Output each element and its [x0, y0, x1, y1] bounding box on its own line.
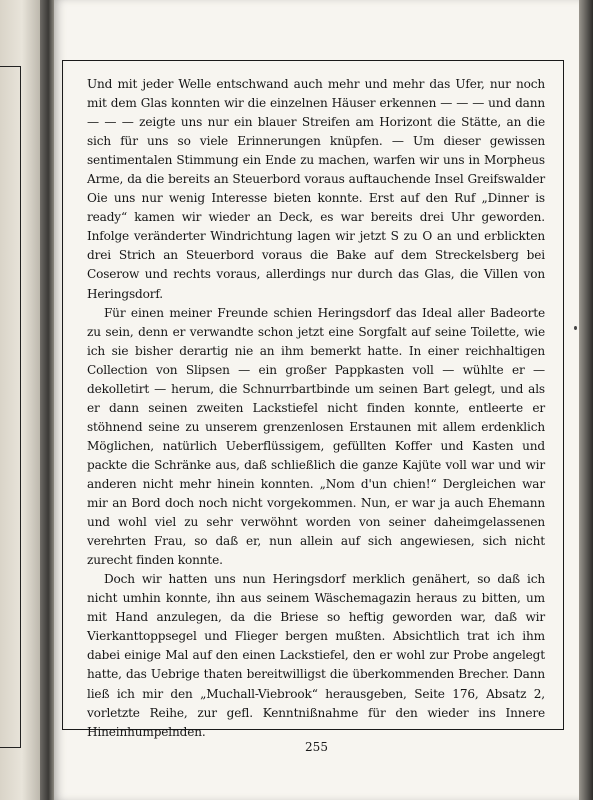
body-text — [87, 75, 545, 742]
text-frame-border — [62, 60, 564, 739]
left-page-edge — [0, 0, 40, 800]
paragraph-3: Doch wir hatten uns nun Heringsdorf merklich genähert, so daß ich nicht umhin konnte, ihn aus seinem Wäschemagazin heraus zu bitten, um mit Hand anzulegen, da die Briese so heftig geworden war, daß wir Vierkanttoppsegel und Flieger bergen mußten. Absichtlich trat ich ihm dabei einige Mal auf den einen Lackstiefel, den er wohl zur Probe angelegt hatte, das Uebrige thaten bereitwilligst die überkommenden Brecher. Dann ließ ich mir den „Muchall-Viebrook“ herausgeben, Seite 176, Absatz 2, vorletzte Reihe, zur gefl. Kenntnißnahme für den wieder ins Innere Hineinhumpelnden. — [87, 572, 545, 739]
paragraph-1: Und mit jeder Welle entschwand auch mehr und mehr das Ufer, nur noch mit dem Glas konnten wir die einzelnen Häuser erkennen — — — und dann — — — zeigte uns nur ein blauer Streifen am Horizont die Stätte, an die sich für uns so viele Erinnerungen knüpfen. — Um dieser gewissen sentimentalen Stimmung ein Ende zu machen, warfen wir uns in Morpheus Arme, da die bereits an Steuerbord voraus auftauchende Insel Greifswalder Oie uns nur wenig Interesse bieten konnte. Erst auf den Ruf „Dinner is ready“ kamen wir wieder an Deck, es war bereits drei Uhr geworden. Infolge veränderter Windrichtung lagen wir jetzt S zu O an und erblickten drei Strich an Steuerbord voraus die Bake auf dem Streckelsberg bei Coserow und rechts voraus, allerdings nur durch das Glas, die Villen von Heringsdorf. — [87, 77, 545, 301]
scan-speck — [574, 326, 577, 330]
book-page — [54, 0, 579, 800]
paragraph-2: Für einen meiner Freunde schien Heringsdorf das Ideal aller Badeorte zu sein, denn er verwandte schon jetzt eine Sorgfalt auf seine Toilette, wie ich sie bisher derartig nie an ihm bemerkt hatte. In einer reichhaltigen Collection von Slipsen — ein großer Pappkasten voll — wühlte er — dekolletirt — herum, die Schnurrbartbinde um seinen Bart gelegt, und als er dann seinen zweiten Lackstiefel nicht finden konnte, entleerte er stöhnend seine zu unserem grenzenlosen Erstaunen mit allem erdenklich Möglichen, natürlich Ueberflüssigem, gefüllten Koffer und Kasten und packte die Schränke aus, daß schließlich die ganze Kajüte voll war und wir anderen nicht mehr hinein konnten. „Nom d'un chien!“ Dergleichen war mir an Bord doch noch nicht vorgekommen. Nun, er war ja auch Ehemann und wohl viel zu sehr verwöhnt worden von seiner daheimgelassenen verehrten Frau, so daß er, nun allein auf sich angewiesen, sich nicht zurecht finden konnte. — [87, 305, 545, 568]
right-page-edge — [579, 0, 593, 800]
page-number: 255 — [305, 740, 328, 754]
book-gutter — [40, 0, 54, 800]
left-page-frame-border — [0, 66, 21, 748]
